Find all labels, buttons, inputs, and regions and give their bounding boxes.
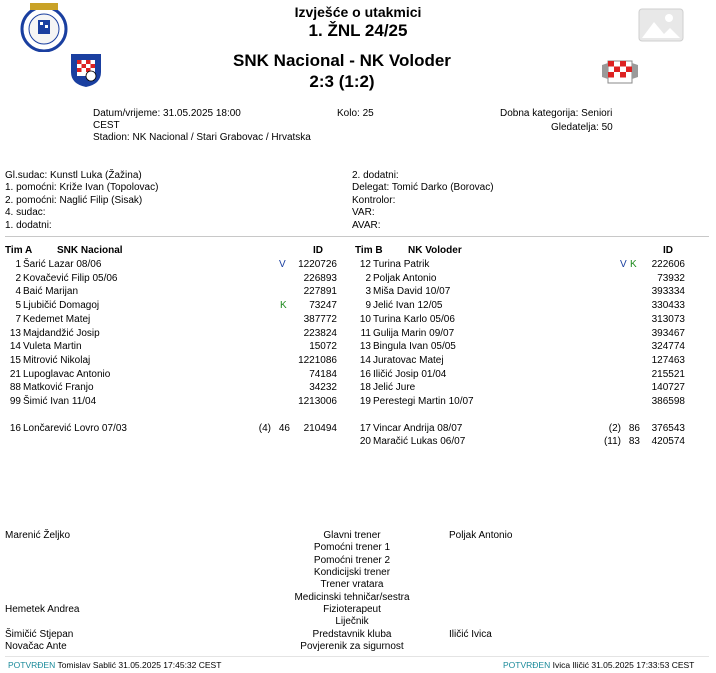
player-id: 376543 bbox=[651, 423, 685, 434]
match-stadium: Stadion: NK Nacional / Stari Grabovac / Hrvatska bbox=[93, 132, 311, 143]
player-number: 5 bbox=[15, 300, 21, 312]
player-row bbox=[355, 299, 700, 312]
staff-role: Predstavnik kluba bbox=[312, 628, 392, 640]
spectators: Gledatelja: 50 bbox=[551, 122, 613, 133]
player-number: 15 bbox=[9, 354, 21, 366]
sub-minute: 83 bbox=[628, 436, 640, 447]
player-row bbox=[355, 313, 700, 326]
player-id: 34232 bbox=[309, 382, 337, 394]
player-row bbox=[5, 272, 350, 285]
player-row bbox=[5, 368, 350, 381]
sub-minutes: (4) bbox=[258, 423, 271, 434]
player-name: Matković Franjo bbox=[23, 382, 94, 394]
player-id: 73247 bbox=[309, 300, 337, 312]
player-row bbox=[355, 340, 700, 353]
player-name: Kovačević Filip 05/06 bbox=[23, 272, 118, 284]
player-id: 1221086 bbox=[298, 354, 337, 366]
player-number: 14 bbox=[359, 354, 371, 366]
player-row bbox=[5, 327, 350, 340]
player-name: Lončarević Lovro 07/03 bbox=[23, 423, 127, 434]
official-line: Delegat: Tomić Darko (Borovac) bbox=[352, 182, 494, 193]
player-number: 20 bbox=[359, 436, 371, 447]
right-status: POTVRĐEN bbox=[503, 660, 551, 670]
player-name: Turina Patrik bbox=[373, 259, 430, 270]
player-id: 324774 bbox=[651, 341, 685, 353]
player-number: 17 bbox=[359, 423, 371, 434]
sub-minutes: (11) bbox=[603, 436, 621, 447]
age-category: Dobna kategorija: Seniori bbox=[500, 108, 613, 119]
player-row bbox=[355, 258, 700, 271]
player-id: 226893 bbox=[303, 272, 337, 284]
player-row bbox=[355, 285, 700, 298]
player-row bbox=[355, 272, 700, 285]
player-row bbox=[5, 299, 350, 312]
player-name: Baić Marijan bbox=[23, 286, 79, 298]
keeper-mark: K bbox=[630, 259, 637, 270]
substitute-row bbox=[355, 435, 700, 448]
player-row bbox=[5, 354, 350, 367]
player-row bbox=[5, 258, 350, 271]
left-confirmation: Tomislav Sablić 31.05.2025 17:45:32 CEST bbox=[57, 660, 222, 670]
player-row bbox=[355, 381, 700, 394]
staff-name-team-a: Šimičić Stjepan bbox=[5, 628, 74, 640]
staff-name-team-a: Hemetek Andrea bbox=[5, 604, 80, 616]
divider bbox=[5, 236, 709, 237]
player-number: 18 bbox=[359, 382, 371, 394]
staff-role: Pomoćni trener 1 bbox=[313, 542, 391, 554]
player-row bbox=[5, 285, 350, 298]
sub-minute: 46 bbox=[278, 423, 290, 434]
player-row bbox=[5, 340, 350, 353]
official-line: 2. pomoćni: Naglić Filip (Sisak) bbox=[5, 195, 143, 206]
player-number: 4 bbox=[15, 286, 21, 298]
player-number: 9 bbox=[365, 300, 371, 312]
player-id: 393467 bbox=[651, 327, 685, 339]
player-id: 215521 bbox=[651, 368, 685, 380]
player-id: 73932 bbox=[657, 272, 685, 284]
player-name: Perestegi Martin 10/07 bbox=[373, 396, 474, 407]
player-name: Mitrović Nikolaj bbox=[23, 354, 91, 366]
staff-role: Glavni trener bbox=[323, 530, 381, 541]
player-id: 1220726 bbox=[298, 259, 337, 270]
player-id: 15072 bbox=[309, 341, 337, 353]
player-number: 16 bbox=[9, 423, 21, 434]
captain-mark: V bbox=[620, 259, 627, 270]
official-line: 2. dodatni: bbox=[352, 170, 399, 181]
team-a-id-header: ID bbox=[313, 245, 323, 256]
player-name: Vincar Andrija 08/07 bbox=[373, 423, 463, 434]
player-number: 14 bbox=[9, 341, 21, 353]
player-number: 3 bbox=[365, 286, 371, 298]
match-datetime: Datum/vrijeme: 31.05.2025 18:00 bbox=[93, 108, 241, 119]
player-id: 74184 bbox=[309, 368, 337, 380]
team-b-id-header: ID bbox=[663, 245, 673, 256]
official-line: 1. pomoćni: Križe Ivan (Topolovac) bbox=[5, 182, 159, 193]
player-id: 313073 bbox=[651, 313, 685, 325]
player-name: Miša David 10/07 bbox=[373, 286, 451, 298]
player-row bbox=[5, 381, 350, 394]
staff-role: Povjerenik za sigurnost bbox=[300, 641, 404, 653]
player-name: Šimić Ivan 11/04 bbox=[23, 396, 97, 407]
player-number: 7 bbox=[15, 313, 21, 325]
player-id: 387772 bbox=[303, 313, 337, 325]
staff-role: Fizioterapeut bbox=[323, 604, 381, 616]
player-name: Ljubičić Domagoj bbox=[23, 300, 100, 312]
sub-minutes: (2) bbox=[608, 423, 621, 434]
player-name: Turina Karlo 05/06 bbox=[373, 313, 455, 325]
substitute-row bbox=[355, 422, 700, 435]
player-row bbox=[355, 368, 700, 381]
player-name: Lupoglavac Antonio bbox=[23, 368, 111, 380]
player-name: Jelić Jure bbox=[373, 382, 416, 394]
match-title: SNK Nacional - NK Voloder bbox=[233, 51, 451, 70]
staff-role: Kondicijski trener bbox=[313, 567, 391, 579]
player-id: 1213006 bbox=[298, 396, 337, 407]
staff-role: Pomoćni trener 2 bbox=[313, 554, 391, 566]
player-number: 16 bbox=[359, 368, 371, 380]
player-id: 386598 bbox=[651, 396, 685, 407]
player-row bbox=[355, 354, 700, 367]
player-number: 13 bbox=[359, 341, 371, 353]
competition-title: 1. ŽNL 24/25 bbox=[308, 21, 408, 40]
player-number: 19 bbox=[359, 396, 371, 407]
match-round: Kolo: 25 bbox=[337, 108, 374, 119]
official-line: 4. sudac: bbox=[5, 207, 46, 218]
staff-role: Liječnik bbox=[335, 616, 369, 628]
team-b-name: NK Voloder bbox=[408, 245, 462, 256]
staff-name-team-b: Poljak Antonio bbox=[449, 530, 513, 541]
player-name: Šarić Lazar 08/06 bbox=[23, 259, 102, 270]
player-name: Majdandžić Josip bbox=[23, 327, 100, 339]
player-name: Gulija Marin 09/07 bbox=[373, 327, 455, 339]
player-number: 11 bbox=[360, 327, 371, 339]
match-timezone: CEST bbox=[93, 120, 120, 131]
official-line: Kontrolor: bbox=[352, 195, 396, 206]
right-confirmation: Ivica Iličić 31.05.2025 17:33:53 CEST bbox=[552, 660, 695, 670]
player-id: 227891 bbox=[303, 286, 337, 298]
team-a-name: SNK Nacional bbox=[57, 245, 123, 256]
official-line: AVAR: bbox=[352, 220, 381, 231]
sub-minute: 86 bbox=[628, 423, 640, 434]
player-name: Vuleta Martin bbox=[23, 341, 82, 353]
player-name: Juratovac Matej bbox=[373, 354, 444, 366]
player-name: Maračić Lukas 06/07 bbox=[373, 436, 466, 447]
player-number: 1 bbox=[15, 259, 21, 270]
official-line: 1. dodatni: bbox=[5, 220, 52, 231]
player-id: 222606 bbox=[651, 259, 685, 270]
player-number: 10 bbox=[359, 313, 371, 325]
player-id: 330433 bbox=[651, 300, 685, 312]
player-name: Iličić Josip 01/04 bbox=[373, 368, 447, 380]
captain-mark: V bbox=[279, 259, 286, 270]
footer-divider bbox=[5, 656, 709, 657]
player-number: 13 bbox=[9, 327, 21, 339]
player-number: 88 bbox=[9, 382, 21, 394]
official-line: VAR: bbox=[352, 207, 375, 218]
official-line: Gl.sudac: Kunstl Luka (Žažina) bbox=[5, 170, 142, 181]
player-number: 12 bbox=[359, 259, 371, 270]
player-number: 21 bbox=[9, 368, 21, 380]
player-row bbox=[355, 327, 700, 340]
player-id: 393334 bbox=[651, 286, 685, 298]
player-name: Poljak Antonio bbox=[373, 272, 437, 284]
team-b-label: Tim B bbox=[355, 245, 383, 256]
player-name: Kedemet Matej bbox=[23, 313, 91, 325]
match-score: 2:3 (1:2) bbox=[309, 72, 375, 91]
staff-name-team-a: Marenić Željko bbox=[5, 530, 71, 541]
player-name: Jelić Ivan 12/05 bbox=[373, 300, 443, 312]
left-status: POTVRĐEN bbox=[8, 660, 56, 670]
staff-name-team-b: Iličić Ivica bbox=[449, 628, 492, 640]
player-id: 210494 bbox=[303, 423, 337, 434]
player-number: 2 bbox=[365, 272, 371, 284]
player-row bbox=[355, 395, 700, 408]
player-id: 223824 bbox=[303, 327, 337, 339]
staff-role: Medicinski tehničar/sestra bbox=[294, 591, 410, 603]
footer-left bbox=[8, 660, 221, 670]
player-row bbox=[5, 313, 350, 326]
player-name: Bingula Ivan 05/05 bbox=[373, 341, 456, 353]
report-title: Izvješće o utakmici bbox=[294, 4, 422, 20]
staff-role: Trener vratara bbox=[320, 579, 384, 591]
staff-name-team-a: Novačac Ante bbox=[5, 641, 67, 653]
team-a-label: Tim A bbox=[5, 245, 33, 256]
player-row bbox=[5, 395, 350, 408]
player-number: 2 bbox=[15, 272, 21, 284]
keeper-mark: K bbox=[280, 300, 287, 312]
player-id: 127463 bbox=[651, 354, 685, 366]
footer-right bbox=[503, 660, 694, 670]
player-id: 140727 bbox=[651, 382, 685, 394]
substitute-row bbox=[5, 422, 350, 435]
player-id: 420574 bbox=[651, 436, 685, 447]
player-number: 99 bbox=[9, 396, 21, 407]
